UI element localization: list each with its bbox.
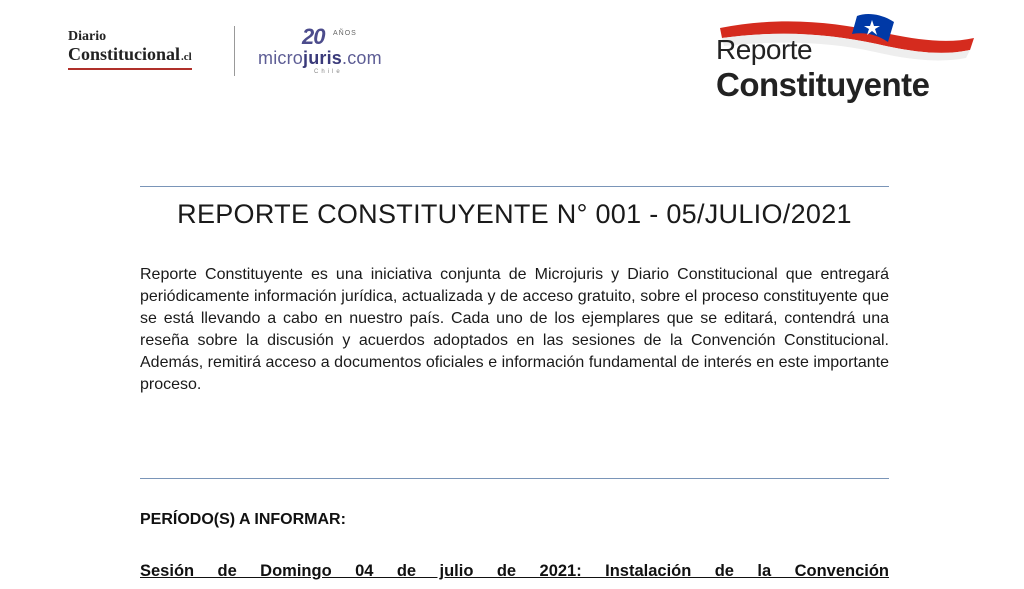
- diario-constitucional-logo: [68, 30, 192, 70]
- report-title: REPORTE CONSTITUYENTE N° 001 - 05/JULIO/2021: [177, 199, 852, 229]
- reporte-constituyente-logo: [712, 8, 982, 108]
- reporte-logo-line2: Constituyente: [716, 66, 930, 103]
- microjuris-years: 20: [302, 24, 325, 49]
- microjuris-years-label: AÑOS: [333, 30, 357, 37]
- intro-paragraph: Reporte Constituyente es una iniciativa conjunta de Microjuris y Diario Constitucional que entregará periódicamente información jurídica, actualizada y de acceso gratuito, sobre el proceso constituyente que se está llevando a cabo en nuestro país. Cada uno de los ejemplares que se editará, contendrá una reseña sobre la discusión y acuerdos adoptados en las sesiones de la Convención Constitucional. Además, remitirá acceso a documentos oficiales e información fundamental de interés en este importante proceso.: [140, 266, 889, 393]
- diario-logo-line1: Diario: [68, 29, 107, 44]
- reporte-logo-line1: Reporte: [716, 34, 813, 65]
- microjuris-country: Chile: [314, 69, 343, 75]
- diario-logo-line2: [68, 44, 192, 70]
- microjuris-name-bold: juris: [303, 48, 343, 68]
- section-heading: PERÍODO(S) A INFORMAR:: [140, 511, 346, 528]
- session-heading-link: Sesión de Domingo 04 de julio de 2021: Instalación de la Convención: [140, 562, 889, 580]
- microjuris-name-prefix: micro: [258, 48, 303, 68]
- microjuris-logo: [258, 24, 428, 78]
- document-header: [0, 0, 1024, 120]
- microjuris-name-suffix: .com: [342, 48, 382, 68]
- top-divider: [140, 186, 889, 187]
- diario-logo-suffix: .cl: [181, 51, 192, 63]
- microjuris-name: [258, 48, 382, 69]
- logo-divider: [234, 26, 235, 76]
- diario-logo-name: Constitucional: [68, 44, 181, 64]
- bottom-divider: [140, 478, 889, 479]
